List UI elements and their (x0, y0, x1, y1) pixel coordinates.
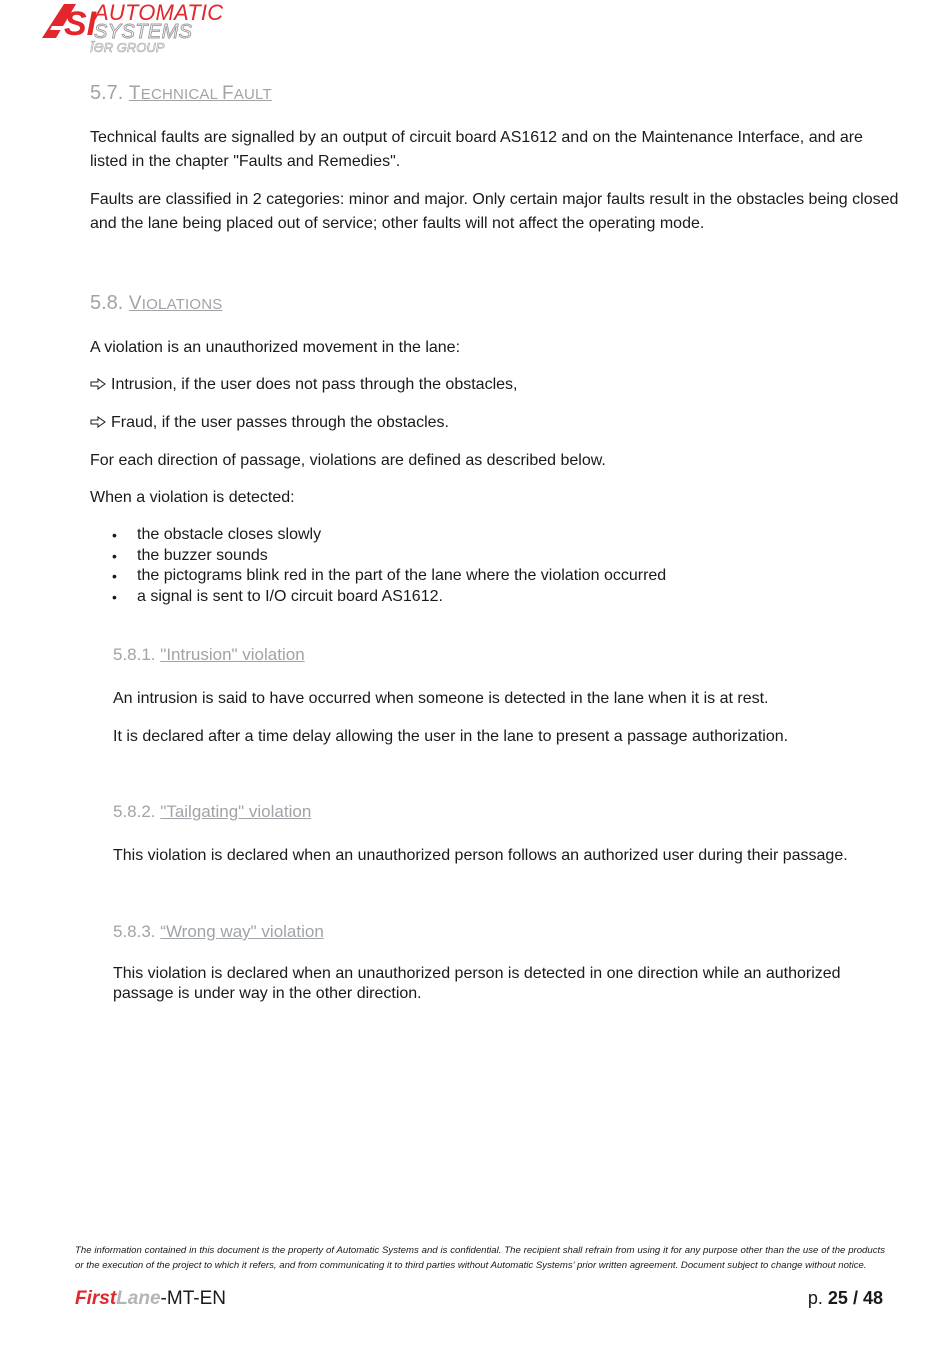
doc-code-lane: Lane (116, 1288, 161, 1309)
section-number: 5.8.1. (113, 645, 156, 664)
section-title: "Tailgating" violation (160, 802, 312, 821)
page-number: p. 25 / 48 (807, 1288, 883, 1308)
paragraph: It is declared after a time delay allowing the user in the lane to present a passage authorization. (113, 728, 789, 745)
bullet-item: • the buzzer sounds (90, 546, 900, 567)
page-footer (75, 1244, 885, 1309)
section-title: TECHNICAL FAULT (128, 83, 272, 104)
company-logo (42, 2, 232, 56)
section-title: "Intrusion" violation (160, 645, 305, 664)
heading-wrong-way-violation (113, 922, 324, 942)
logo-line-systems: SYSTEMS (94, 21, 193, 43)
bullet-list (90, 525, 900, 607)
svg-text:SI: SI (64, 5, 97, 42)
document-code (75, 1288, 226, 1310)
arrow-list-item: Intrusion, if the user does not pass through the obstacles, (90, 373, 517, 397)
bullet-item: • the obstacle closes slowly (90, 525, 900, 546)
section-number: 5.8.2. (113, 802, 156, 821)
paragraph: When a violation is detected: (90, 489, 295, 506)
bullet-item: • a signal is sent to I/O circuit board AS1612. (90, 587, 900, 608)
confidentiality-note: The information contained in this document is the property of Automatic Systems and is confidential. The recipient shall refrain from using it for any purpose other than the use of the products or the execution of the project to which it refers, and from communicating it to third parties without Automatic Systems’ prior written agreement. Document subject to change without notice. (75, 1245, 885, 1271)
logo-line-automatic: AUTOMATIC (94, 0, 224, 25)
paragraph: An intrusion is said to have occurred when someone is detected in the lane when it is at rest. (113, 690, 769, 707)
paragraph: For each direction of passage, violations are defined as described below. (90, 452, 606, 469)
footer-bar (75, 1288, 885, 1314)
section-number: 5.8. (90, 292, 124, 314)
heading-intrusion-violation (113, 645, 305, 665)
as-logo-icon (42, 2, 98, 42)
paragraph: Technical faults are signalled by an output of circuit board AS1612 and on the Maintenance Interface, and are listed in the chapter "Faults and Remedies". (90, 129, 863, 170)
logo-line-group: ĪƏR GROUP (90, 40, 165, 55)
section-title: VIOLATIONS (128, 293, 223, 314)
heading-tailgating-violation (113, 802, 311, 822)
doc-code-suffix: -MT-EN (160, 1288, 226, 1309)
paragraph: This violation is declared when an unauthorized person is detected in one direction while an authorized passage is under way in the other direction. (113, 965, 841, 1002)
arrow-right-icon (90, 378, 106, 390)
arrow-list-item: Fraud, if the user passes through the obstacles. (90, 411, 449, 435)
paragraph: Faults are classified in 2 categories: minor and major. Only certain major faults result in the obstacles being closed and the lane being placed out of service; other faults will not affect the operating mode. (90, 191, 899, 232)
section-title: “Wrong way" violation (160, 922, 324, 941)
section-number: 5.7. (90, 82, 124, 104)
arrow-right-icon (90, 416, 106, 428)
heading-violations (90, 292, 223, 315)
section-number: 5.8.3. (113, 922, 156, 941)
paragraph: This violation is declared when an unauthorized person follows an authorized user during their passage. (113, 847, 848, 864)
bullet-item: • the pictograms blink red in the part of the lane where the violation occurred (90, 566, 900, 587)
doc-code-first: First (75, 1288, 117, 1309)
heading-technical-fault (90, 82, 272, 105)
paragraph: A violation is an unauthorized movement in the lane: (90, 339, 461, 356)
